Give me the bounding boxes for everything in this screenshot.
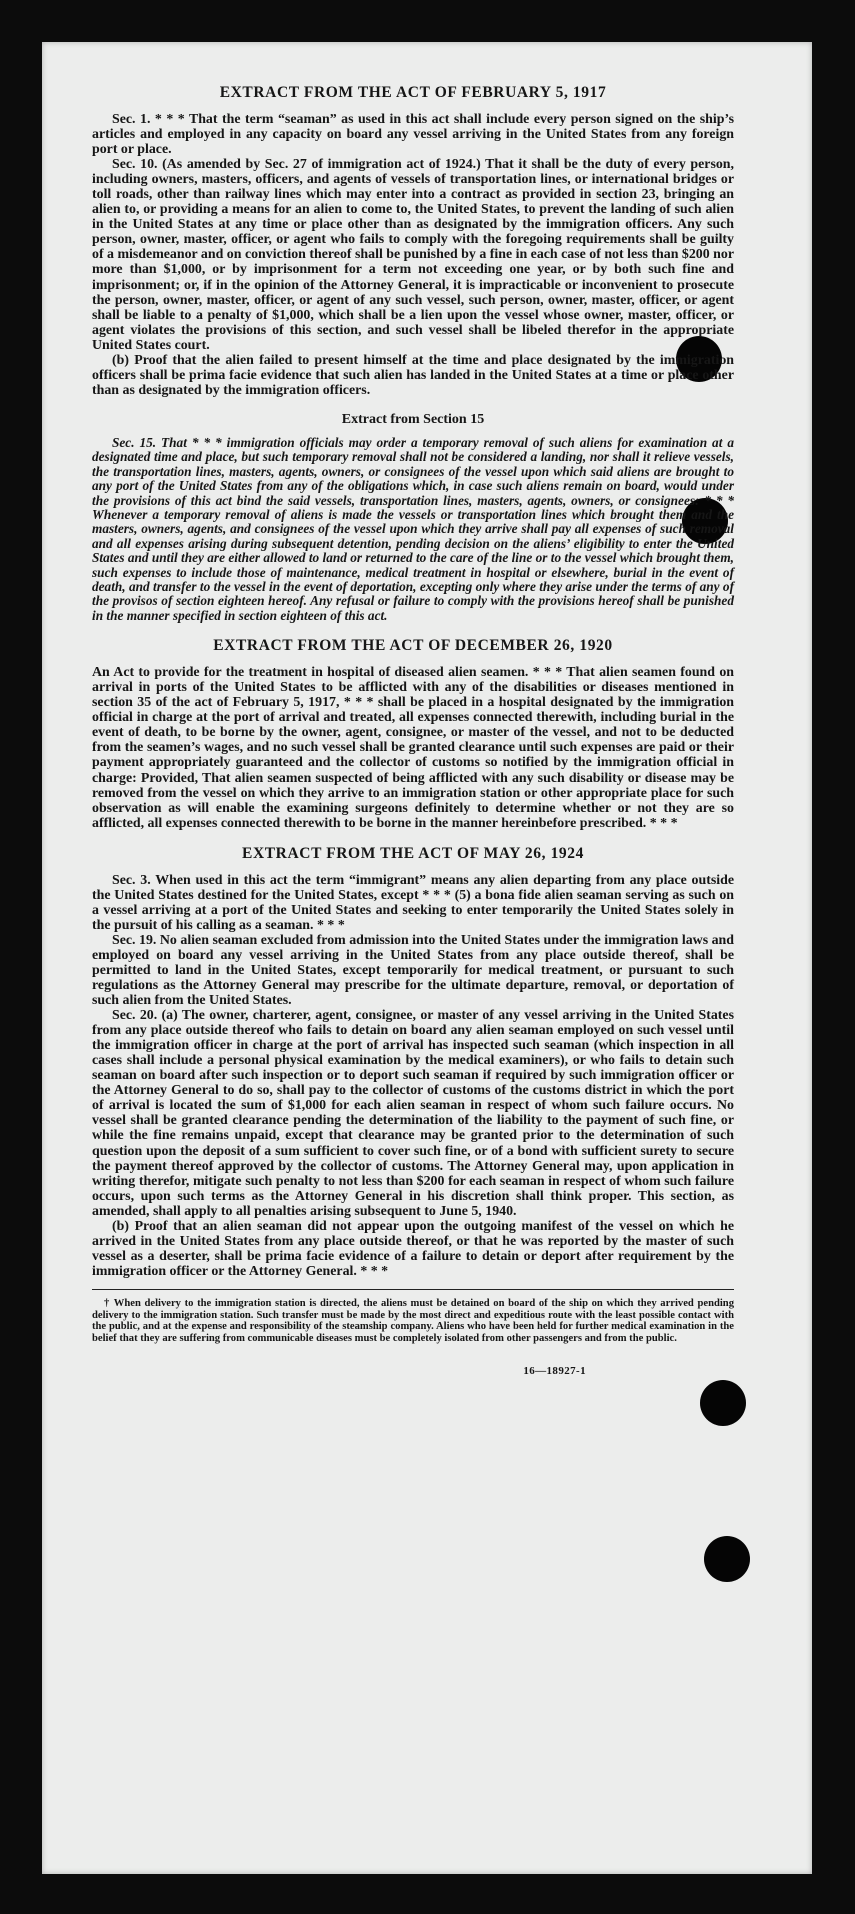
punch-hole	[704, 1536, 750, 1582]
heading-act-1917: EXTRACT FROM THE ACT OF FEBRUARY 5, 1917	[219, 84, 607, 101]
section-3-paragraph: Sec. 3. When used in this act the term “immigrant” means any alien departing from any place outside the United States destined for the United States, except * * * (5) a bona fide alien seaman serving as such on a vessel arriving at a port of the United States and seeking to enter temporarily the United States solely in the pursuit of his calling as a seaman. * * *	[92, 872, 734, 933]
form-code: 16—18927-1	[523, 1364, 586, 1377]
section-10b-paragraph: (b) Proof that the alien failed to present himself at the time and place designated by the immigration officers shall be prima facie evidence that such alien has landed in the United States at a time or place other than as designated by the immigration officers.	[92, 352, 734, 398]
subheading-section-15: Extract from Section 15	[341, 411, 485, 427]
document-body	[92, 84, 734, 1377]
heading-act-1920: EXTRACT FROM THE ACT OF DECEMBER 26, 1920	[213, 637, 613, 655]
section-20a-paragraph: Sec. 20. (a) The owner, charterer, agent, consignee, or master of any vessel arriving in the United States from any place outside thereof who fails to detain on board any alien seaman employed on such vessel until the immigration officer in charge at the port of arrival has inspected such seaman (which inspection in all cases shall include a personal physical examination by the medical examiners), or who fails to detain such seaman on board after such inspection or to deport such seaman if required by such immigration officer or the Attorney General to do so, shall pay to the collector of customs of the customs district in which the port of arrival is located the sum of $1,000 for each alien seaman in respect of whom such failure occurs. No vessel shall be granted clearance pending the determination of the liability to the payment of such fine, or while the fine remains unpaid, except that clearance may be granted prior to the determination of such question upon the deposit of a sum sufficient to cover such fine, or of a bond with sufficient surety to secure the payment thereof approved by the collector of customs. The Attorney General may, upon application in writing therefor, mitigate such penalty to not less than $200 for each seaman in respect of whom such failure occurs, upon such terms as the Attorney General in his discretion shall think proper. This section, as amended, shall apply to all penalties arising subsequent to June 5, 1940.	[92, 1008, 734, 1219]
footnote-divider	[92, 1289, 734, 1290]
section-20b-paragraph: (b) Proof that an alien seaman did not appear upon the outgoing manifest of the vessel on which he arrived in the United States from any place outside thereof, or that he was reported by the master of such vessel as a deserter, shall be prima facie evidence of a failure to detain or deport after requirement by the immigration officer or the Attorney General. * * *	[92, 1218, 734, 1279]
section-10-paragraph: Sec. 10. (As amended by Sec. 27 of immigration act of 1924.) That it shall be the duty of every person, including owners, masters, officers, and agents of vessels of transportation lines, or international bridges or toll roads, other than railway lines which may enter into a contract as provided in section 23, bringing an alien to, or providing a means for an alien to come to, the United States, to prevent the landing of such alien in the United States at any time or place other than as designated by the immigration officers. Any such person, owner, master, officer, or agent who fails to comply with the foregoing requirements shall be guilty of a misdemeanor and on conviction thereof shall be punished by a fine in each case of not less than $200 nor more than $1,000, or by imprisonment for a term not exceeding one year, or by both such fine and imprisonment; or, if in the opinion of the Attorney General, it is impracticable or inconvenient to prosecute the person, owner, master, officer, or agent of any such vessel, such person, owner, master, officer, or agent shall be liable to a penalty of $1,000, which shall be a lien upon the vessel whose owner, master, officer, or agent violates the provisions of this section, and such vessel shall be libeled therefor in the appropriate United States court.	[92, 157, 734, 353]
act-1920-paragraph: An Act to provide for the treatment in hospital of diseased alien seamen. * * * That alien seamen found on arrival in ports of the United States to be afflicted with any of the disabilities or diseases mentioned in section 35 of the act of February 5, 1917, * * * shall be placed in a hospital designated by the immigration official in charge at the port of arrival and treated, all expenses connected therewith, including burial in the event of death, to be borne by the owner, agent, consignee, or master of the vessel, and not to be deducted from the seamen’s wages, and no such vessel shall be granted clearance until such expenses are paid or their payment appropriately guaranteed and the collector of customs so notified by the immigration official in charge: Provided, That alien seamen suspected of being afflicted with any such disability or disease may be removed from the vessel on which they arrive to an immigration station or other appropriate place for such observation as will enable the examining surgeons definitely to determine whether or not they are so afflicted, all expenses connected therewith to be borne in the manner hereinbefore prescribed. * * *	[92, 665, 734, 831]
section-1-paragraph: Sec. 1. * * * That the term “seaman” as used in this act shall include every person signed on the ship’s articles and employed in any capacity on board any vessel arriving in the United States from any foreign port or place.	[92, 112, 734, 158]
punch-hole	[700, 1380, 746, 1426]
footnote: † When delivery to the immigration station is directed, the aliens must be detained on board of the ship on which they arrived pending delivery to the immigration station. Such transfer must be made by the most direct and expeditious route with the least possible contact with the public, and at the expense and responsibility of the steamship company. Aliens who have been held for further medical examination in the belief that they are suffering from communicable diseases must be completely isolated from other passengers and from the public.	[92, 1297, 734, 1345]
heading-act-1924: EXTRACT FROM THE ACT OF MAY 26, 1924	[242, 844, 584, 862]
section-19-paragraph: Sec. 19. No alien seaman excluded from admission into the United States under the immigration laws and employed on board any vessel arriving in the United States from any place outside thereof, shall be permitted to land in the United States, except temporarily for medical treatment, or pursuant to such regulations as the Attorney General may prescribe for the ultimate departure, removal, or deportation of such alien from the United States.	[92, 932, 734, 1009]
section-15-paragraph: Sec. 15. That * * * immigration officials may order a temporary removal of such aliens for examination at a designated time and place, but such temporary removal shall not be considered a landing, nor shall it relieve vessels, the transportation lines, masters, agents, owners, or consignees of the vessel upon which said aliens are brought to any port of the United States from any of the obligations which, in case such aliens remain on board, would under the provisions of this act bind the said vessels, transportation lines, masters, agents, owners, or consignees: * * * Whenever a temporary removal of aliens is made the vessels or transportation lines which brought them and the masters, owners, agents, and consignees of the vessel upon which they arrive shall pay all expenses of such removal and all expenses arising during subsequent detention, pending decision on the aliens’ eligibility to enter the United States and until they are either allowed to land or returned to the care of the line or to the vessel which brought them, such expenses to include those of maintenance, medical treatment in hospital or elsewhere, burial in the event of death, and transfer to the vessel in the event of deportation, excepting only where they arise under the terms of any of the provisos of section eighteen hereof. Any refusal or failure to comply with the provisions hereof shall be punished in the manner specified in section eighteen of this act.	[92, 434, 734, 623]
